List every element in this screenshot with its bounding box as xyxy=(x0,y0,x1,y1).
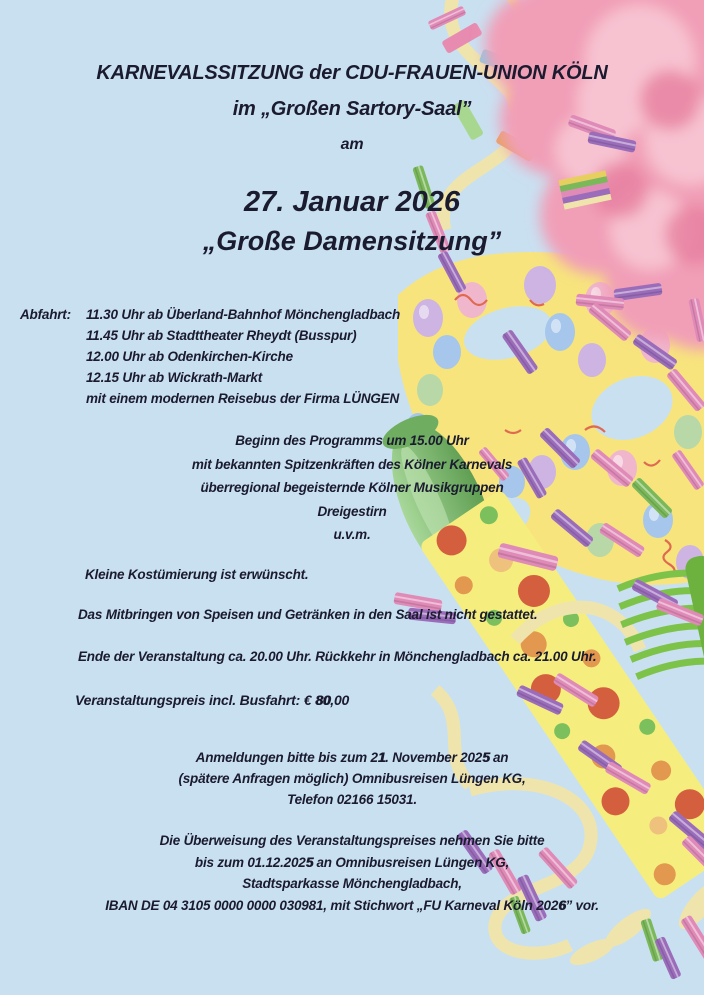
program-line: überregional begeisternde Kölner Musikgruppen xyxy=(200,480,504,495)
program-line: Dreigestirn xyxy=(317,503,387,519)
event-date: 27. Januar 2026 xyxy=(243,186,461,218)
payment-intro: Die Überweisung des Veranstaltungspreises nehmen Sie bitte xyxy=(159,833,545,848)
payment-block xyxy=(0,830,704,916)
program-line: u.v.m. xyxy=(333,527,371,542)
registration-deadline: Anmeldungen bitte bis zum 21. November 2025 an xyxy=(195,750,509,765)
program-block xyxy=(0,429,704,547)
departure-bus-note: mit einem modernen Reisebus der Firma LÜNGEN xyxy=(86,391,400,406)
program-line: mit bekannten Spitzenkräften des Kölner Karnevals xyxy=(191,456,513,472)
departure-stop: 11.45 Uhr ab Stadttheater Rheydt (Busspur) xyxy=(86,328,357,343)
payment-deadline: bis zum 01.12.2025 an Omnibusreisen Lüngen KG, xyxy=(194,854,510,870)
registration-contact: (spätere Anfragen möglich) Omnibusreisen Lüngen KG, xyxy=(178,771,526,786)
departure-schedule xyxy=(20,304,400,409)
price-prefix: Veranstaltungspreis incl. Busfahrt: € xyxy=(75,692,316,708)
payment-bank: Stadtsparkasse Mönchengladbach, xyxy=(242,876,462,891)
registration-phone: Telefon 02166 15031. xyxy=(287,792,417,807)
registration-block xyxy=(0,747,704,810)
departure-stop: 12.00 Uhr ab Odenkirchen-Kirche xyxy=(86,349,293,364)
flyer-title-line2: im „Großen Sartory-Saal” xyxy=(232,98,472,120)
payment-iban: IBAN DE 04 3105 0000 0000 030981, mit Stichwort „FU Karneval Köln 2026” vor. xyxy=(105,897,599,913)
departure-stop: 11.30 Uhr ab Überland-Bahnhof Mönchengladbach xyxy=(86,307,401,322)
flyer-title-line1: KARNEVALSSITZUNG der CDU-FRAUEN-UNION KÖLN xyxy=(96,62,608,84)
departure-stop: 12.15 Uhr ab Wickrath-Markt xyxy=(86,370,263,385)
event-title: „Große Damensitzung” xyxy=(202,226,502,256)
departure-label: Abfahrt: xyxy=(20,307,71,322)
costume-note: Kleine Kostümierung ist erwünscht. xyxy=(85,567,309,582)
program-line: Beginn des Programms um 15.00 Uhr xyxy=(235,433,469,448)
price-suffix: ,00 xyxy=(330,692,350,708)
departure-row xyxy=(20,304,400,325)
end-time-note: Ende der Veranstaltung ca. 20.00 Uhr. Rückkehr in Mönchengladbach ca. 21.00 Uhr. xyxy=(78,649,597,664)
price-amount: 80 xyxy=(315,692,331,708)
flyer-title-line3: am xyxy=(340,136,364,153)
price-line xyxy=(75,692,349,708)
food-note: Das Mitbringen von Speisen und Getränken in den Saal ist nicht gestattet. xyxy=(78,607,538,622)
